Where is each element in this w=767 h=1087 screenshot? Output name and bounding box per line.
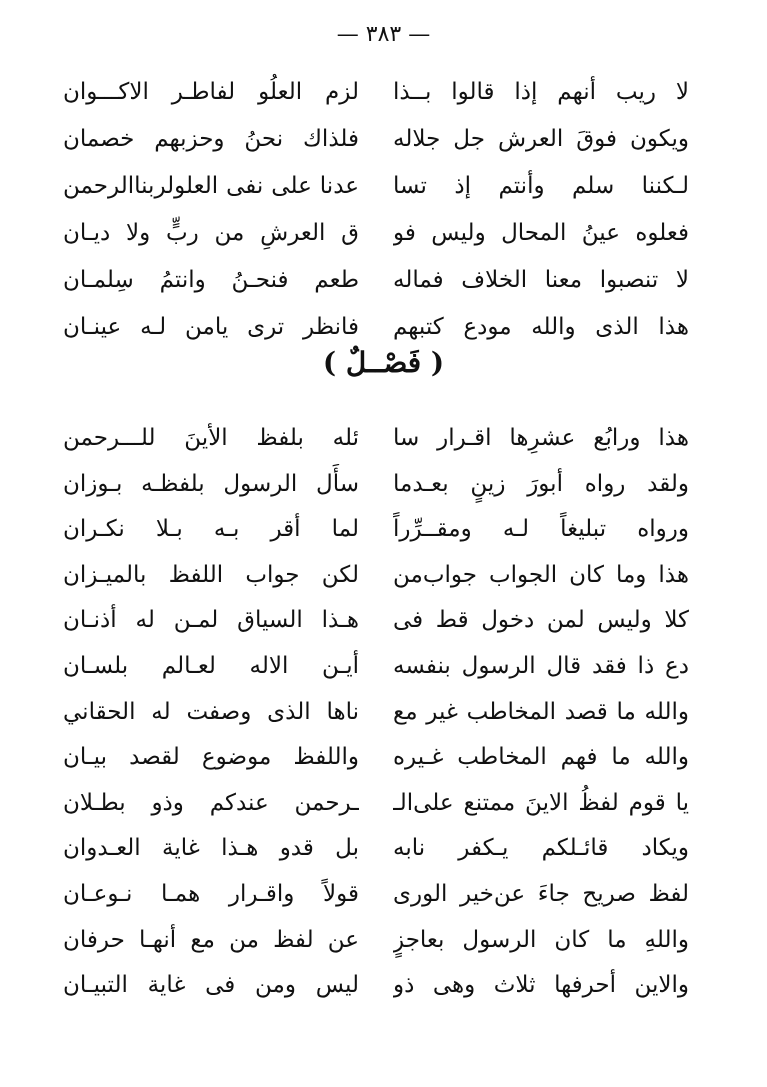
left-hemistich: هـذا السياق لمـن له أذنـان [63, 607, 359, 634]
left-hemistich: واللفظ موضوع لقصد بيـان [63, 744, 359, 771]
verse-line [0, 166, 767, 213]
verse-line [0, 72, 767, 119]
right-hemistich: ويكاد قائـلكم يـكفر نابه [393, 835, 689, 862]
right-hemistich: فعلوه عينُ المحال وليس فو [393, 220, 689, 246]
left-hemistich: لما أقر بـه بـلا نكـران [63, 516, 359, 543]
left-hemistich: ليس ومن فى غاية التبيـان [63, 972, 359, 999]
right-hemistich: لا تنصبوا معنا الخلاف فماله [393, 267, 689, 293]
left-hemistich: فلذاك نحنُ وحزبهم خصمان [63, 126, 359, 152]
right-hemistich: ولقد رواه أبورَ زينٍ بعـدما [393, 470, 689, 497]
verse-line [0, 828, 767, 874]
left-hemistich: قولاً واقـرار همـا نـوعـان [63, 880, 359, 907]
right-hemistich: لا ريب أنهم إذا قالوا بــذا [393, 79, 689, 105]
verse-line [0, 965, 767, 1011]
left-hemistich: بل قدو هـذا غاية العـدوان [63, 835, 359, 862]
right-hemistich: والله ما قصد المخاطب غير مع [393, 698, 689, 725]
left-hemistich: عن لفظ من مع أنهـا حرفان [63, 926, 359, 953]
poem-stanza-2 [0, 418, 767, 1011]
left-hemistich: ئله بلفظ الأينَ للـــرحمن [63, 425, 359, 451]
left-hemistich: عدنا على نفى العلولربناالرحمن [63, 173, 359, 199]
verse-line [0, 418, 767, 464]
right-hemistich: ورواه تبليغاً لـه ومقــرِّراً [393, 516, 689, 543]
verse-line [0, 509, 767, 555]
verse-line [0, 119, 767, 166]
verse-line [0, 783, 767, 829]
right-hemistich: هذا الذى والله مودع كتبهم [393, 314, 689, 340]
section-heading: ( فَصْــلٌ ) [322, 346, 445, 379]
right-hemistich: لـكننا سلم وأنتم إذ تسا [393, 173, 689, 199]
left-hemistich: طعم فنحـنُ وانتمُ سِلمـان [63, 267, 359, 293]
verse-line [0, 737, 767, 783]
page-number: — ٣٨٣ — [336, 22, 431, 47]
verse-line [0, 213, 767, 260]
poem-stanza-1 [0, 72, 767, 354]
verse-line [0, 600, 767, 646]
right-hemistich: والله ما فهم المخاطب غـيره [393, 744, 689, 771]
right-hemistich: كلا وليس لمن دخول قط فى [393, 607, 689, 634]
left-hemistich: ناها الذى وصفت له الحقاني [63, 698, 359, 725]
left-hemistich: لزم العلُو لفاطـر الاكـــوان [63, 79, 359, 105]
left-hemistich: فانظر ترى يامن لـه عينـان [63, 314, 359, 340]
verse-line [0, 692, 767, 738]
left-hemistich: ـرحمن عندكم وذو بطـلان [63, 789, 359, 816]
left-hemistich: لكن جواب اللفظ بالميـزان [63, 561, 359, 588]
verse-line [0, 874, 767, 920]
left-hemistich: ق العرشِ من ربٍّ ولا ديـان [63, 220, 359, 246]
verse-line [0, 260, 767, 307]
right-hemistich: ويكون فوقَ العرش جل جلاله [393, 126, 689, 152]
verse-line [0, 555, 767, 601]
right-hemistich: واللهِ ما كان الرسول بعاجزٍ [393, 926, 689, 953]
verse-line [0, 464, 767, 510]
right-hemistich: دع ذا فقد قال الرسول بنفسه [393, 652, 689, 679]
verse-line [0, 920, 767, 966]
left-hemistich: أيـن الاله لعـالم بلسـان [63, 652, 359, 679]
right-hemistich: لفظ صريح جاءَ عن‌خير الورى [393, 880, 689, 907]
right-hemistich: يا قوم لفظُ الاينَ ممتنع على‌الـ [393, 789, 689, 816]
right-hemistich: هذا ورابُع عشرِها اقـرار سا [393, 425, 689, 451]
left-hemistich: سأَل الرسول بلفظـه بـوزان [63, 470, 359, 497]
verse-line [0, 646, 767, 692]
right-hemistich: والاين أحرفها ثلاث وهى ذو [393, 972, 689, 999]
right-hemistich: هذا وما كان الجواب جواب‌من [393, 561, 689, 588]
